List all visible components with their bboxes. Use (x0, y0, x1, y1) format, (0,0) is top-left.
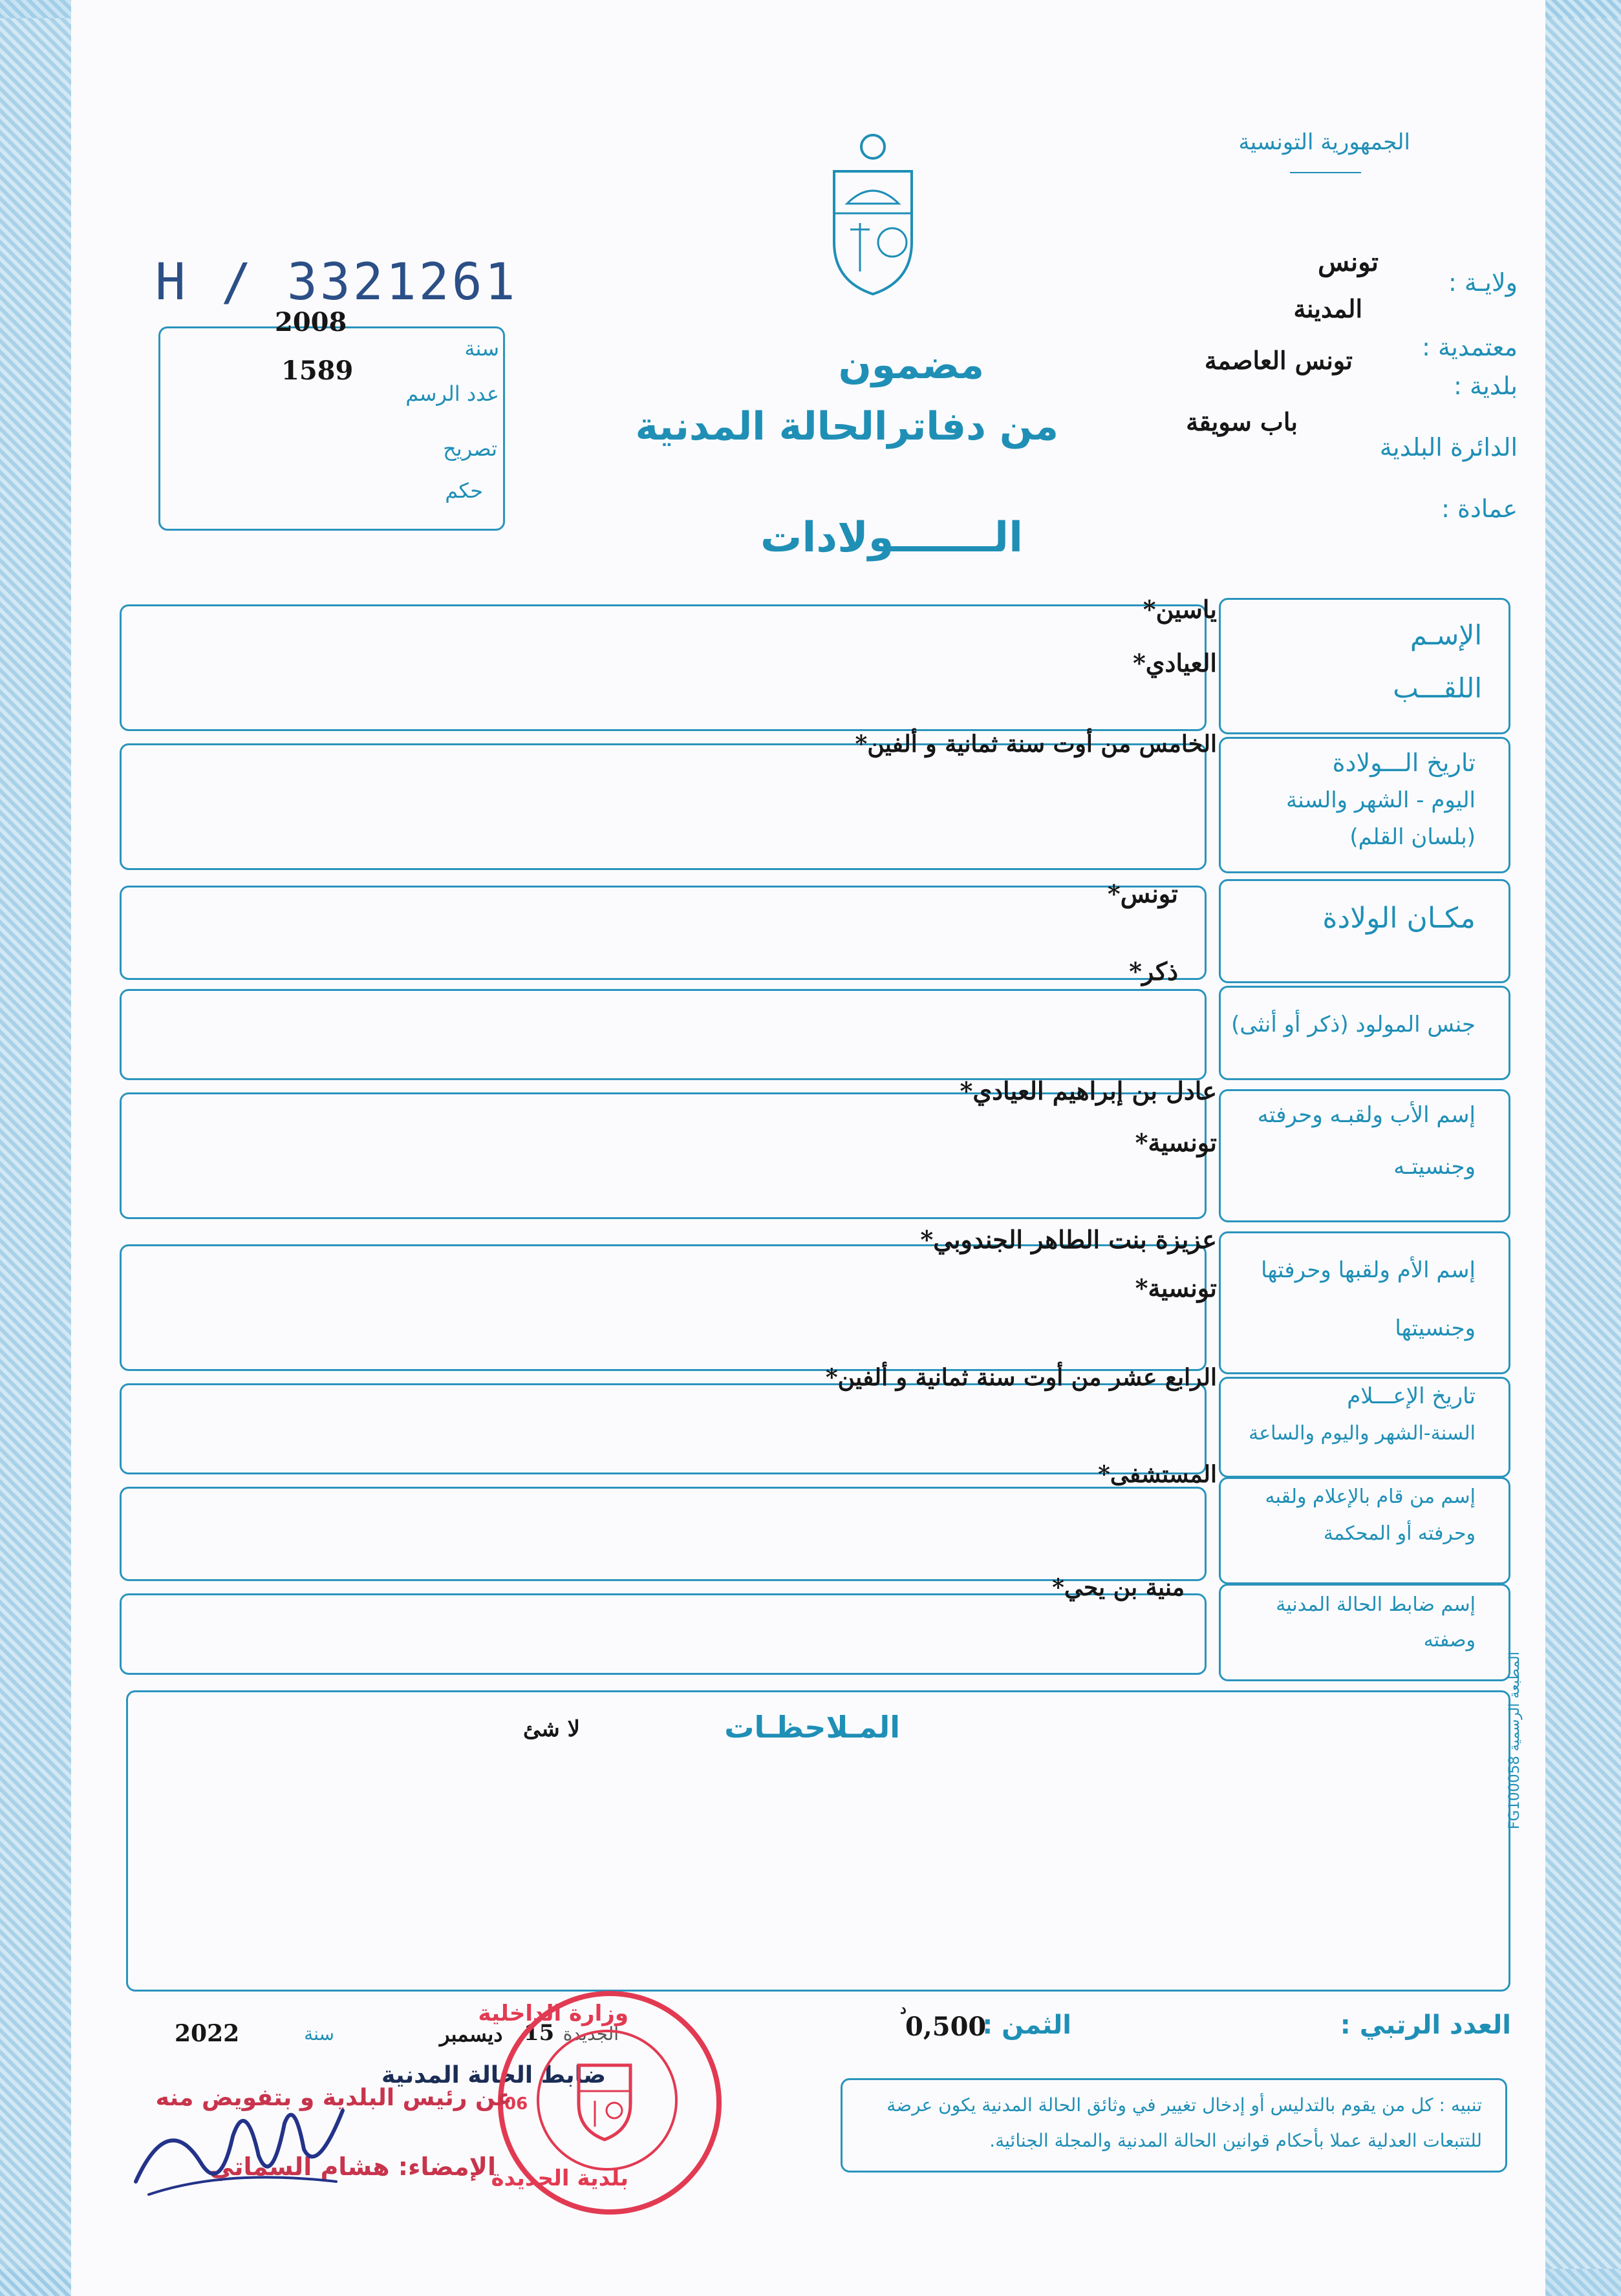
city-label: الجديدة (563, 2023, 619, 2045)
birth-date-value-box (120, 743, 1207, 870)
handwritten-signature (123, 2085, 356, 2207)
warning-box (841, 2078, 1507, 2173)
printer-code: المطبعة الرسمية FG100058 (1507, 1652, 1523, 1829)
birth-date-sublabel: اليوم - الشهر والسنة (1286, 787, 1476, 813)
coat-of-arms-emblem (821, 133, 925, 301)
title-line-1: مضمون (838, 343, 984, 388)
declaration-date-sublabel: السنة-الشهر واليوم والساعة (1249, 1422, 1476, 1445)
name-label-box (1219, 598, 1510, 734)
price-label: الثمن : (982, 2010, 1071, 2040)
birth-place-value: تونس* (1107, 879, 1178, 908)
mother-label: إسم الأم ولقبها وحرفتها (1261, 1257, 1476, 1283)
registrar-label: إسم ضابط الحالة المدنية (1276, 1593, 1476, 1616)
baladia-value: تونس العاصمة (1204, 346, 1353, 375)
daira-label: الدائرة البلدية (1379, 433, 1518, 462)
registrar-value-box (120, 1593, 1207, 1675)
father-value: عادل بن إبراهيم العيادي* (960, 1076, 1217, 1105)
issue-year: 2022 (175, 2020, 240, 2047)
left-guilloche-border (0, 0, 78, 2296)
sex-label: جنس المولود (ذكر أو أنثى) (1231, 1012, 1476, 1037)
father-label: إسم الأب ولقبـه وحرفته (1257, 1102, 1476, 1128)
mootamadia-label: معتمدية : (1422, 333, 1518, 361)
remarks-label: المـلاحظـات (724, 1710, 900, 1745)
name-value: ياسين* (1143, 595, 1217, 624)
stamp-code: 06 (504, 2094, 528, 2114)
mother-nationality-label: وجنسيتها (1395, 1315, 1476, 1341)
year-label: سنة (464, 336, 499, 361)
mother-nationality-value: تونسية* (1135, 1273, 1217, 1302)
price-value: 0,500 (905, 2012, 987, 2042)
stamp-top-text: وزارة الداخلية (478, 2001, 628, 2026)
surname-label: اللقـــب (1393, 672, 1482, 704)
birth-date-in-words-label: (بلسان القلم) (1349, 824, 1476, 850)
issue-year-label: سنة (304, 2023, 334, 2045)
birth-place-value-box (120, 886, 1207, 980)
delegation-text: عن رئيس البلدية و بتفويض منه (155, 2085, 512, 2111)
declarant-value-box (120, 1487, 1207, 1581)
declaration-label: تصريح (443, 436, 497, 461)
warning-line-2: للتتبعات العدلية عملا بأحكام قوانين الحالة المدنية والمجلة الجنائية. (989, 2130, 1482, 2151)
issue-day: 15 (524, 2020, 555, 2046)
declarant-value: المستشفى* (1098, 1461, 1217, 1488)
year-value: 2008 (275, 307, 347, 337)
mother-value-box (120, 1244, 1207, 1371)
baladia-label: بلدية : (1454, 372, 1518, 400)
section-title-births: الـــــــولادات (760, 514, 1023, 562)
imada-label: عمادة : (1441, 494, 1518, 523)
father-nationality-value: تونسية* (1135, 1128, 1217, 1157)
declaration-date-value-box (120, 1383, 1207, 1474)
judgment-label: حكم (445, 478, 483, 503)
name-value-box (120, 604, 1207, 731)
declarant-sublabel: وحرفته أو المحكمة (1323, 1522, 1476, 1545)
declaration-date-value: الرابع عشر من أوت سنة ثمانية و ألفين* (825, 1364, 1217, 1391)
surname-value: العيادي* (1132, 648, 1217, 677)
name-label: الإسـم (1410, 619, 1482, 651)
civil-officer-title: ضابط الحالة المدنية (381, 2062, 606, 2089)
birth-place-label: مكـان الولادة (1322, 902, 1476, 935)
declarant-label: إسم من قام بالإعلام ولقبه (1265, 1485, 1476, 1508)
sex-value: ذكر* (1129, 957, 1178, 986)
title-line-2: من دفاترالحالة المدنية (635, 404, 1058, 449)
birth-date-value: الخامس من أوت سنة ثمانية و ألفين* (855, 730, 1217, 758)
declaration-date-label: تاريخ الإعـــلام (1347, 1383, 1476, 1409)
mother-label-box (1219, 1231, 1510, 1374)
birth-date-label: تاريخ الـــولادة (1332, 749, 1476, 777)
mootamadia-value: المدينة (1293, 294, 1362, 323)
warning-line-1: تنبيه : كل من يقوم بالتدليس أو إدخال تغيير في وثائق الحالة المدنية يكون عرضة (886, 2094, 1482, 2116)
registration-number-value: 1589 (281, 356, 354, 386)
daira-value: باب سويقة (1186, 407, 1298, 436)
ordinal-number-label: العدد الرتبي : (1340, 2010, 1511, 2040)
wilaya-value: تونس (1318, 247, 1379, 277)
remarks-value: لا شئ (522, 1716, 580, 1742)
serial-number: H / 3321261 (155, 253, 518, 312)
stamp-bottom-text: بلدية الجديدة (491, 2165, 628, 2191)
signatory-name: الإمضاء: هشام السماتي (209, 2152, 496, 2181)
price-unit: د (900, 2001, 907, 2017)
father-value-box (120, 1092, 1207, 1219)
registrar-value: منية بن يحي* (1052, 1574, 1185, 1601)
republic-heading: الجمهورية التونسية (1238, 129, 1410, 155)
issue-month: ديسمبر (440, 2022, 503, 2046)
father-nationality-label: وجنسيتـه (1393, 1154, 1476, 1180)
republic-underline (1290, 172, 1361, 173)
mother-value: عزيزة بنت الطاهر الجندوبي* (920, 1225, 1217, 1254)
registrar-sublabel: وصفته (1423, 1629, 1476, 1652)
registration-number-label: عدد الرسم (405, 381, 499, 406)
right-guilloche-border (1542, 0, 1621, 2296)
stamp-shield-icon (572, 2059, 637, 2143)
sex-value-box (120, 989, 1207, 1080)
wilaya-label: ولايـة : (1448, 268, 1518, 297)
